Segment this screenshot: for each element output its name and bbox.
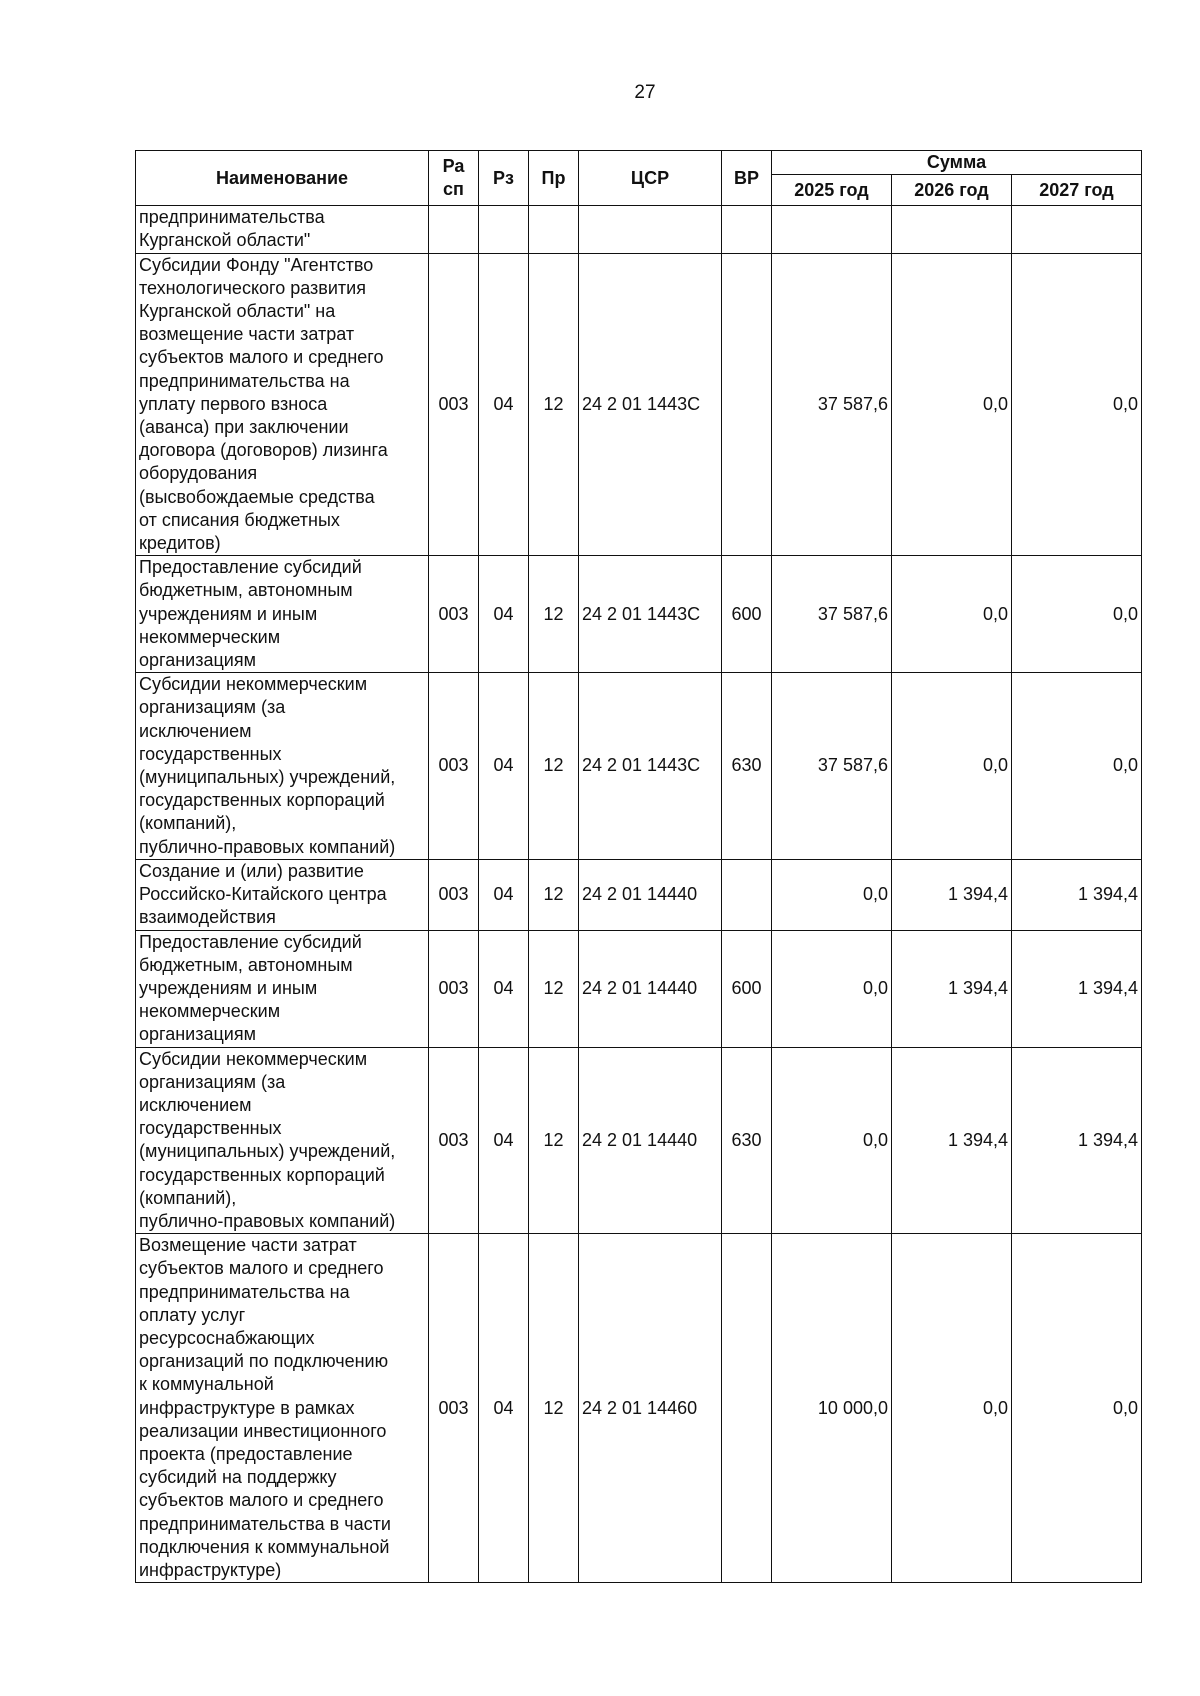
row-name: Субсидии некоммерческим организациям (за исключением государственных (муниципальных) учреждений, государственных корпораций (компаний), публично-правовых компаний)	[136, 673, 429, 860]
row-pr: 12	[529, 930, 579, 1047]
header-csr: ЦСР	[579, 151, 722, 206]
header-sum: Сумма	[772, 151, 1142, 175]
row-pr: 12	[529, 859, 579, 930]
header-rz: Рз	[479, 151, 529, 206]
row-sum-2027: 0,0	[1012, 1234, 1142, 1583]
row-rasp: 003	[429, 253, 479, 556]
row-name: Предоставление субсидий бюджетным, автономным учреждениям и иным некоммерческим организациям	[136, 556, 429, 673]
row-pr: 12	[529, 1234, 579, 1583]
row-sum-2027: 1 394,4	[1012, 1047, 1142, 1234]
header-vr: ВР	[722, 151, 772, 206]
row-pr: 12	[529, 253, 579, 556]
row-sum-2026: 1 394,4	[892, 859, 1012, 930]
table-row	[136, 930, 1142, 1047]
row-rasp	[429, 206, 479, 253]
row-sum-2026: 0,0	[892, 253, 1012, 556]
row-rz: 04	[479, 556, 529, 673]
row-rz: 04	[479, 1047, 529, 1234]
row-vr: 600	[722, 930, 772, 1047]
header-pr: Пр	[529, 151, 579, 206]
row-name: Субсидии некоммерческим организациям (за исключением государственных (муниципальных) учреждений, государственных корпораций (компаний), публично-правовых компаний)	[136, 1047, 429, 1234]
row-pr: 12	[529, 673, 579, 860]
row-csr: 24 2 01 1443С	[579, 253, 722, 556]
row-csr: 24 2 01 1443С	[579, 673, 722, 860]
row-rz: 04	[479, 1234, 529, 1583]
row-vr	[722, 206, 772, 253]
row-rz: 04	[479, 673, 529, 860]
row-csr: 24 2 01 1443С	[579, 556, 722, 673]
row-sum-2025	[772, 206, 892, 253]
row-rz: 04	[479, 253, 529, 556]
row-vr: 630	[722, 673, 772, 860]
row-rz: 04	[479, 930, 529, 1047]
row-rasp: 003	[429, 1234, 479, 1583]
table-body	[136, 206, 1142, 1583]
row-vr: 630	[722, 1047, 772, 1234]
row-name: предпринимательства Курганской области"	[136, 206, 429, 253]
header-name: Наименование	[136, 151, 429, 206]
row-csr: 24 2 01 14440	[579, 1047, 722, 1234]
row-sum-2025: 0,0	[772, 930, 892, 1047]
row-rasp: 003	[429, 859, 479, 930]
row-sum-2027: 0,0	[1012, 556, 1142, 673]
row-sum-2026: 1 394,4	[892, 1047, 1012, 1234]
row-sum-2026: 0,0	[892, 1234, 1012, 1583]
table-row	[136, 1047, 1142, 1234]
row-pr: 12	[529, 556, 579, 673]
row-name: Создание и (или) развитие Российско-Китайского центра взаимодействия	[136, 859, 429, 930]
table-row	[136, 556, 1142, 673]
row-sum-2026: 0,0	[892, 556, 1012, 673]
row-rz	[479, 206, 529, 253]
row-rasp: 003	[429, 930, 479, 1047]
row-sum-2025: 0,0	[772, 859, 892, 930]
row-name: Возмещение части затрат субъектов малого и среднего предпринимательства на оплату услуг ресурсоснабжающих организаций по подключению к коммунальной инфраструктуре в рамках реализации инвестиционного проекта (предоставление субсидий на поддержку субъектов малого и среднего предпринимательства в части подключения к коммунальной инфраструктуре)	[136, 1234, 429, 1583]
row-pr	[529, 206, 579, 253]
row-name: Субсидии Фонду "Агентство технологического развития Курганской области" на возмещение части затрат субъектов малого и среднего предпринимательства на уплату первого взноса (аванса) при заключении договора (договоров) лизинга оборудования (высвобождаемые средства от списания бюджетных кредитов)	[136, 253, 429, 556]
row-sum-2025: 0,0	[772, 1047, 892, 1234]
row-rz: 04	[479, 859, 529, 930]
row-sum-2025: 37 587,6	[772, 556, 892, 673]
budget-table	[135, 150, 1142, 1583]
row-sum-2027: 1 394,4	[1012, 930, 1142, 1047]
row-csr: 24 2 01 14460	[579, 1234, 722, 1583]
header-2025: 2025 год	[772, 175, 892, 206]
row-sum-2027	[1012, 206, 1142, 253]
row-vr	[722, 859, 772, 930]
row-sum-2025: 37 587,6	[772, 253, 892, 556]
row-rasp: 003	[429, 1047, 479, 1234]
row-sum-2026: 1 394,4	[892, 930, 1012, 1047]
row-sum-2027: 0,0	[1012, 673, 1142, 860]
header-2027: 2027 год	[1012, 175, 1142, 206]
row-sum-2025: 37 587,6	[772, 673, 892, 860]
row-sum-2027: 0,0	[1012, 253, 1142, 556]
row-vr	[722, 1234, 772, 1583]
row-sum-2025: 10 000,0	[772, 1234, 892, 1583]
row-pr: 12	[529, 1047, 579, 1234]
row-vr	[722, 253, 772, 556]
table-row	[136, 673, 1142, 860]
header-rasp: Ра сп	[429, 151, 479, 206]
table-row	[136, 1234, 1142, 1583]
row-rasp: 003	[429, 556, 479, 673]
row-sum-2026: 0,0	[892, 673, 1012, 860]
table-row	[136, 859, 1142, 930]
table-row	[136, 253, 1142, 556]
row-vr: 600	[722, 556, 772, 673]
row-name: Предоставление субсидий бюджетным, автономным учреждениям и иным некоммерческим организациям	[136, 930, 429, 1047]
table-header	[136, 151, 1142, 206]
row-sum-2026	[892, 206, 1012, 253]
header-2026: 2026 год	[892, 175, 1012, 206]
page-number: 27	[634, 82, 656, 103]
row-rasp: 003	[429, 673, 479, 860]
table-row	[136, 206, 1142, 253]
row-csr: 24 2 01 14440	[579, 859, 722, 930]
row-csr	[579, 206, 722, 253]
row-sum-2027: 1 394,4	[1012, 859, 1142, 930]
row-csr: 24 2 01 14440	[579, 930, 722, 1047]
